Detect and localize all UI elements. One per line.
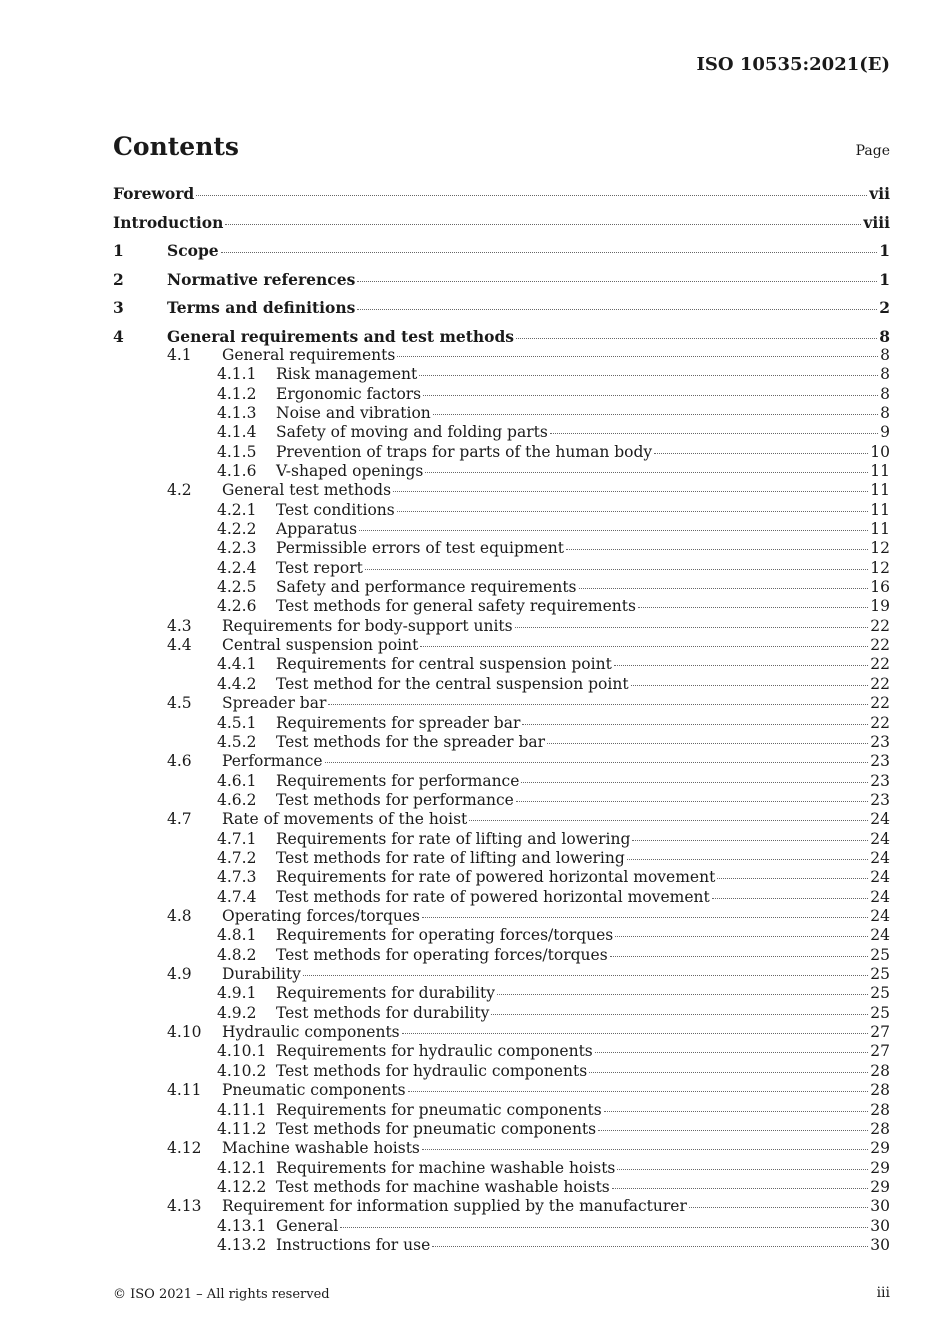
dot-leader xyxy=(221,252,878,253)
dot-leader xyxy=(397,511,869,512)
dot-leader xyxy=(491,1014,868,1015)
toc-entry-page: 11 xyxy=(870,461,890,480)
toc-entry-page: 28 xyxy=(870,1119,890,1138)
toc-entry-number: 4.3 xyxy=(167,616,192,635)
dot-leader xyxy=(365,569,868,570)
toc-entry-page: 25 xyxy=(870,1003,890,1022)
toc-entry-number: 4.2.3 xyxy=(217,539,257,558)
toc-entry-page: 24 xyxy=(870,810,890,829)
toc-entry-label: Introduction xyxy=(113,212,224,232)
dot-leader xyxy=(617,1169,868,1170)
toc-entry-page: 29 xyxy=(870,1158,890,1177)
toc-entry-number: 4.9.1 xyxy=(217,984,257,1003)
toc-entry-number: 4 xyxy=(113,326,124,346)
toc-entry-label: Spreader bar xyxy=(222,694,327,713)
toc-entry-label: Test report xyxy=(276,558,363,577)
toc-entry-page: 30 xyxy=(870,1197,890,1216)
dot-leader xyxy=(638,607,868,608)
dot-leader xyxy=(610,956,869,957)
toc-entry-page: 24 xyxy=(870,848,890,867)
toc-entry-label: General test methods xyxy=(222,481,392,500)
toc-entry-page: 27 xyxy=(870,1023,890,1042)
toc-entry-label: Permissible errors of test equipment xyxy=(276,539,564,558)
toc-entry-label: Apparatus xyxy=(276,520,358,538)
toc-entry-page: 8 xyxy=(880,403,890,422)
toc-entry-page: 23 xyxy=(870,790,890,809)
dot-leader xyxy=(516,801,868,802)
toc-entry-label: Requirements for performance xyxy=(276,771,520,790)
toc-entry-label: General xyxy=(276,1216,339,1235)
dot-leader xyxy=(469,820,868,821)
toc-entry-page: 24 xyxy=(870,926,890,945)
toc-entry-number: 4.12.1 xyxy=(217,1158,267,1177)
toc-entry-number: 4.7.1 xyxy=(217,829,257,848)
toc-entry-label: Performance xyxy=(222,752,323,771)
toc-entry-number: 4.13.1 xyxy=(217,1216,267,1235)
dot-leader xyxy=(654,453,868,454)
toc-entry-number: 4.12.2 xyxy=(217,1177,267,1196)
dot-leader xyxy=(422,1149,868,1150)
toc-entry-label: Requirements for machine washable hoists xyxy=(276,1158,616,1177)
toc-entry-label: Operating forces/torques xyxy=(222,907,420,925)
toc-entry-page: 23 xyxy=(870,771,890,790)
toc-entry-number: 4.2.1 xyxy=(217,500,257,519)
toc-entry-number: 4.4.2 xyxy=(217,674,257,693)
toc-entry-number: 4.1.2 xyxy=(217,384,257,403)
toc-entry-label: Requirements for body-support units xyxy=(222,616,513,635)
document-id: ISO 10535:2021(E) xyxy=(696,54,890,75)
toc-entry-number: 4.1.1 xyxy=(217,365,257,384)
toc-entry-page: 25 xyxy=(870,965,890,984)
toc-entry-label: Requirements for rate of lifting and lowering xyxy=(276,829,631,848)
toc-entry-number: 4.5.2 xyxy=(217,732,257,751)
dot-leader xyxy=(516,338,877,339)
toc-entry-number: 4.2 xyxy=(167,481,192,500)
dot-leader xyxy=(420,646,868,647)
toc-entry-number: 4.13.2 xyxy=(217,1235,267,1254)
dot-leader xyxy=(225,224,861,225)
toc-entry-number: 4.6 xyxy=(167,752,192,771)
toc-entry-number: 4.6.2 xyxy=(217,790,257,809)
toc-entry-label: Ergonomic factors xyxy=(276,384,422,403)
dot-leader xyxy=(357,281,877,282)
toc-entry-label: Test conditions xyxy=(276,500,395,519)
dot-leader xyxy=(717,878,868,879)
toc-entry-page: 27 xyxy=(870,1042,890,1061)
toc-entry-page: 22 xyxy=(870,713,890,732)
toc-entry-label: Requirements for hydraulic components xyxy=(276,1042,593,1061)
dot-leader xyxy=(595,1052,869,1053)
toc-entry-label: Rate of movements of the hoist xyxy=(222,810,468,829)
dot-leader xyxy=(598,1130,868,1131)
dot-leader xyxy=(579,588,869,589)
toc-entry-label: Test method for the central suspension point xyxy=(276,674,629,693)
toc-entry-page: 8 xyxy=(880,365,890,384)
toc-entry-number: 4.1.3 xyxy=(217,403,257,422)
dot-leader xyxy=(402,1033,869,1034)
toc-entry-number: 4.6.1 xyxy=(217,771,257,790)
toc-entry-label: Instructions for use xyxy=(276,1235,431,1254)
toc-entry-number: 4.5.1 xyxy=(217,713,257,732)
toc-entry-page: 11 xyxy=(870,481,890,500)
toc-entry-page: 28 xyxy=(870,1081,890,1100)
toc-entry-page: 1 xyxy=(879,241,890,260)
dot-leader xyxy=(632,840,868,841)
toc-entry-number: 4.7.4 xyxy=(217,887,257,906)
toc-entry-page: vii xyxy=(869,184,890,203)
toc-entry-label: Requirements for durability xyxy=(276,984,495,1003)
dot-leader xyxy=(515,627,869,628)
toc-entry-page: 22 xyxy=(870,616,890,635)
toc-entry-page: 28 xyxy=(870,1061,890,1080)
toc-entry-page: 24 xyxy=(870,829,890,848)
toc-entry-number: 4.2.6 xyxy=(217,597,257,616)
dot-leader xyxy=(303,975,868,976)
toc-entry-number: 4.4.1 xyxy=(217,655,257,674)
toc-entry-label: General requirements and test methods xyxy=(167,326,515,346)
toc-entry-number: 4.9.2 xyxy=(217,1003,257,1022)
toc-entry-number: 1 xyxy=(113,241,124,260)
dot-leader xyxy=(425,472,868,473)
dot-leader xyxy=(566,549,868,550)
toc-entry-page: 8 xyxy=(880,384,890,403)
dot-leader xyxy=(522,724,868,725)
dot-leader xyxy=(432,1246,868,1247)
toc-entry-label: Test methods for rate of powered horizontal movement xyxy=(276,887,710,906)
toc-entry-label: Durability xyxy=(222,965,301,984)
dot-leader xyxy=(196,195,867,196)
toc-entry-page: 22 xyxy=(870,674,890,693)
toc-entry-label: Risk management xyxy=(276,365,418,384)
toc-entry-page: 22 xyxy=(870,655,890,674)
page-number: iii xyxy=(876,1285,890,1301)
toc-entry-label: Test methods for the spreader bar xyxy=(276,732,546,751)
toc-entry-page: 30 xyxy=(870,1216,890,1235)
toc-entry-number: 4.9 xyxy=(167,965,192,984)
toc-entry-number: 4.1.4 xyxy=(217,423,257,442)
toc-entry-number: 4.1 xyxy=(167,345,192,364)
toc-entry-number: 4.11.2 xyxy=(217,1119,267,1138)
dot-leader xyxy=(419,375,878,376)
toc-entry-page: 24 xyxy=(870,907,890,925)
dot-leader xyxy=(612,1188,869,1189)
dot-leader xyxy=(547,743,868,744)
toc-entry-label: Test methods for machine washable hoists xyxy=(276,1177,610,1196)
toc-entry-label: Noise and vibration xyxy=(276,403,431,422)
dot-leader xyxy=(615,936,868,937)
toc-entry-page: 16 xyxy=(870,578,890,597)
dot-leader xyxy=(422,917,868,918)
dot-leader xyxy=(433,414,878,415)
toc-entry-label: Test methods for rate of lifting and lowering xyxy=(276,848,625,867)
toc-entry-number: 4.11 xyxy=(167,1081,202,1100)
dot-leader xyxy=(408,1091,869,1092)
toc-entry-label: Test methods for durability xyxy=(276,1003,490,1022)
toc-entry-label: Normative references xyxy=(167,269,356,289)
toc-entry-page: 10 xyxy=(870,442,890,461)
dot-leader xyxy=(340,1227,868,1228)
toc-entry-page: 22 xyxy=(870,636,890,655)
dot-leader xyxy=(604,1111,869,1112)
toc-entry-number: 4.8.1 xyxy=(217,926,257,945)
toc-entry-page: 29 xyxy=(870,1139,890,1158)
dot-leader xyxy=(357,309,877,310)
toc-entry-page: 12 xyxy=(870,558,890,577)
toc-entry-label: Requirements for rate of powered horizontal movement xyxy=(276,868,716,887)
toc-entry-page: 23 xyxy=(870,732,890,751)
toc-entry-page: 8 xyxy=(879,326,890,346)
dot-leader xyxy=(497,994,868,995)
toc-entry-page: 25 xyxy=(870,945,890,964)
toc-entry-number: 4.7 xyxy=(167,810,192,829)
toc-entry-number: 4.8.2 xyxy=(217,945,257,964)
toc-entry-page: 11 xyxy=(870,500,890,519)
toc-entry-number: 4.10 xyxy=(167,1023,202,1042)
toc-entry-label: Foreword xyxy=(113,184,195,203)
dot-leader xyxy=(550,433,878,434)
toc-entry-label: Test methods for pneumatic components xyxy=(276,1119,597,1138)
dot-leader xyxy=(393,491,868,492)
dot-leader xyxy=(712,898,869,899)
toc-entry-number: 2 xyxy=(113,269,124,289)
toc-entry-number: 4.2.5 xyxy=(217,578,257,597)
dot-leader xyxy=(614,665,868,666)
toc-entry-page: viii xyxy=(863,212,890,232)
toc-entry-number: 4.7.2 xyxy=(217,848,257,867)
toc-entry-page: 25 xyxy=(870,984,890,1003)
toc-entry-label: Requirements for spreader bar xyxy=(276,713,521,732)
page-title: Contents xyxy=(113,132,240,161)
toc-entry-page: 30 xyxy=(870,1235,890,1254)
page-column-label: Page xyxy=(855,143,890,159)
toc-entry-label: Safety of moving and folding parts xyxy=(276,423,548,442)
toc-entry-number: 4.4 xyxy=(167,636,192,655)
toc-entry-page: 29 xyxy=(870,1177,890,1196)
toc-entry-label: Pneumatic components xyxy=(222,1081,406,1100)
toc-entry-label: Test methods for performance xyxy=(276,790,514,809)
toc-entry-page: 8 xyxy=(880,345,890,364)
toc-entry-number: 4.5 xyxy=(167,694,192,713)
toc-entry-label: V-shaped openings xyxy=(276,461,424,480)
toc-entry-label: Prevention of traps for parts of the human body xyxy=(276,442,653,461)
toc-entry-label: Requirements for pneumatic components xyxy=(276,1100,602,1119)
dot-leader xyxy=(631,685,869,686)
toc-entry-number: 4.1.5 xyxy=(217,442,257,461)
toc-entry-page: 9 xyxy=(880,423,890,442)
toc-entry-label: Requirement for information supplied by the manufacturer xyxy=(222,1197,687,1216)
toc-entry-number: 4.13 xyxy=(167,1197,202,1216)
toc-entry-label: Requirements for central suspension point xyxy=(276,655,612,674)
toc-entry-page: 24 xyxy=(870,887,890,906)
toc-entry-page: 12 xyxy=(870,539,890,558)
toc-entry-number: 4.10.1 xyxy=(217,1042,267,1061)
toc-entry-label: Test methods for hydraulic components xyxy=(276,1061,588,1080)
toc-entry-page: 1 xyxy=(879,269,890,289)
toc-entry-number: 4.7.3 xyxy=(217,868,257,887)
dot-leader xyxy=(589,1072,868,1073)
dot-leader xyxy=(689,1207,868,1208)
toc-entry-number: 4.2.4 xyxy=(217,558,257,577)
toc-entry-number: 4.11.1 xyxy=(217,1100,267,1119)
toc-entry-page: 11 xyxy=(870,520,890,538)
dot-leader xyxy=(521,782,868,783)
toc-entry-label: Scope xyxy=(167,241,219,260)
toc-entry-label: Test methods for general safety requirements xyxy=(276,597,636,616)
toc-entry-number: 4.12 xyxy=(167,1139,202,1158)
dot-leader xyxy=(328,704,868,705)
toc-entry-number: 3 xyxy=(113,298,124,317)
toc-entry-page: 23 xyxy=(870,752,890,771)
dot-leader xyxy=(359,530,868,531)
copyright-notice: © ISO 2021 – All rights reserved xyxy=(113,1287,330,1302)
toc-entry-page: 24 xyxy=(870,868,890,887)
toc-entry-label: General requirements xyxy=(222,345,396,364)
toc-entry-number: 4.8 xyxy=(167,907,192,925)
toc-entry-label: Terms and definitions xyxy=(167,298,356,317)
toc-entry-label: Safety and performance requirements xyxy=(276,578,577,597)
toc-entry-label: Requirements for operating forces/torques xyxy=(276,926,614,945)
toc-entry-label: Machine washable hoists xyxy=(222,1139,420,1158)
toc-entry-page: 22 xyxy=(870,694,890,713)
toc-entry-label: Test methods for operating forces/torques xyxy=(276,945,608,964)
toc-entry-page: 2 xyxy=(879,298,890,317)
dot-leader xyxy=(627,859,869,860)
toc-entry-number: 4.1.6 xyxy=(217,461,257,480)
toc-entry-page: 28 xyxy=(870,1100,890,1119)
toc-entry-label: Central suspension point xyxy=(222,636,419,655)
dot-leader xyxy=(423,395,878,396)
dot-leader xyxy=(325,762,869,763)
dot-leader xyxy=(397,356,878,357)
toc-entry-number: 4.10.2 xyxy=(217,1061,267,1080)
toc-entry-label: Hydraulic components xyxy=(222,1023,400,1042)
toc-entry-page: 19 xyxy=(870,597,890,616)
toc-entry-number: 4.2.2 xyxy=(217,520,257,538)
